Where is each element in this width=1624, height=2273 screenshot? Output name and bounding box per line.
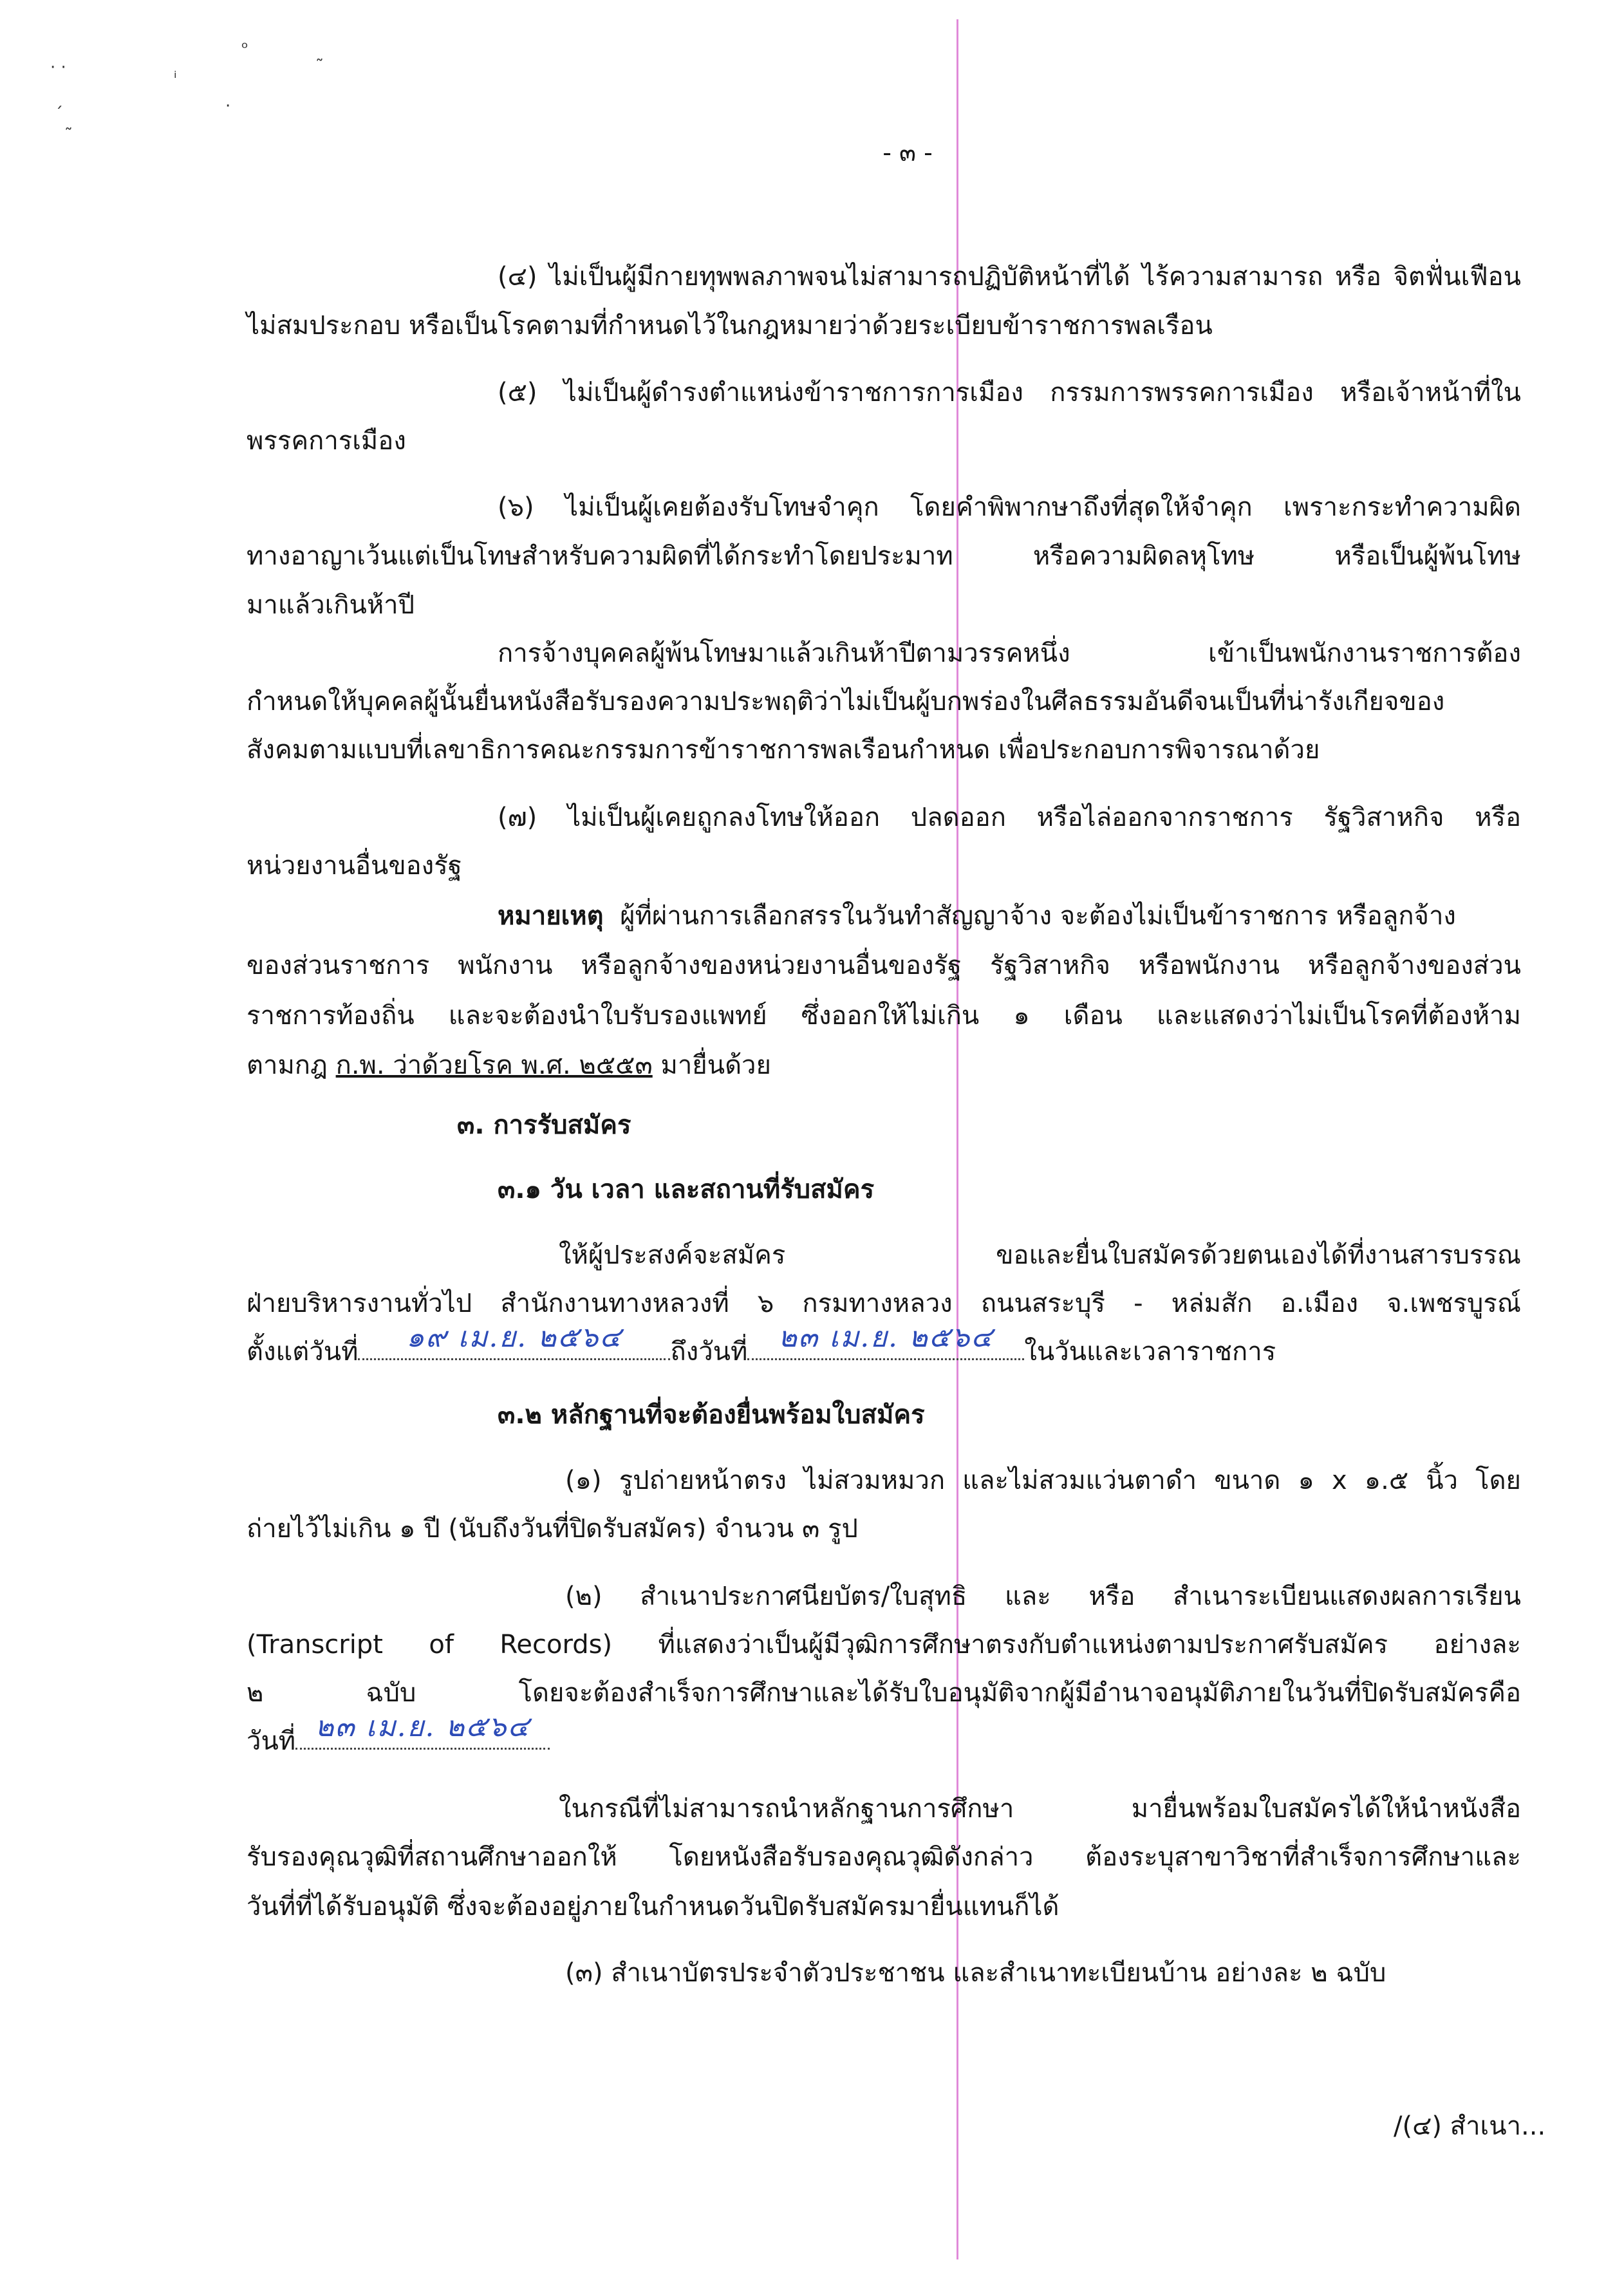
date-blank-start	[358, 1321, 670, 1360]
continuation-note: /(๔) สำเนา...	[1394, 2111, 1546, 2141]
paragraph-line: (๒) สำเนาประกาศนียบัตร/ใบสุทธิ และ หรือ สำเนาระเบียนแสดงผลการเรียน	[565, 1582, 1521, 1611]
date-range-line	[247, 1321, 1521, 1371]
paragraph-line: วันที่ที่ได้รับอนุมัติ ซึ่งจะต้องอยู่ภายในกำหนดวันปิดรับสมัครมายื่นแทนก็ได้	[247, 1892, 1059, 1922]
handwritten-date: ๒๓ เม.ย. ๒๕๖๔	[315, 1710, 530, 1743]
paragraph-line: (๕) ไม่เป็นผู้ดำรงตำแหน่งข้าราชการการเมือง กรรมการพรรคการเมือง หรือเจ้าหน้าที่ใน	[498, 378, 1521, 407]
paragraph-line: (๗) ไม่เป็นผู้เคยถูกลงโทษให้ออก ปลดออก หรือไล่ออกจากราชการ รัฐวิสาหกิจ หรือ	[498, 803, 1521, 832]
text-span: วันที่	[247, 1726, 296, 1756]
paragraph-line: หน่วยงานอื่นของรัฐ	[247, 851, 462, 881]
paragraph-line: (๓) สำเนาบัตรประจำตัวประชาชน และสำเนาทะเบียนบ้าน อย่างละ ๒ ฉบับ	[565, 1958, 1386, 1988]
paragraph-line: ในกรณีที่ไม่สามารถนำหลักฐานการศึกษา มายื่นพร้อมใบสมัครได้ให้นำหนังสือ	[559, 1794, 1521, 1824]
scan-speck: ˏ	[55, 90, 63, 109]
note-text: ผู้ที่ผ่านการเลือกสรรในวันทำสัญญาจ้าง จะต้องไม่เป็นข้าราชการ หรือลูกจ้าง	[620, 901, 1456, 931]
text-span: ในวันและเวลาราชการ	[1024, 1337, 1276, 1367]
text-span: มายื่นด้วย	[660, 1051, 771, 1080]
scan-speck: ˜	[64, 126, 73, 145]
paragraph-line: ราชการท้องถิ่น และจะต้องนำใบรับรองแพทย์ ซึ่งออกให้ไม่เกิน ๑ เดือน และแสดงว่าไม่เป็นโรคที่ต้องห้าม	[247, 1001, 1521, 1031]
paragraph-line	[247, 1046, 1521, 1085]
section-heading: ๓.๑ วัน เวลา และสถานที่รับสมัคร	[498, 1175, 875, 1204]
text-span: ตั้งแต่วันที่	[247, 1337, 359, 1367]
paragraph-line: (๔) ไม่เป็นผู้มีกายทุพพลภาพจนไม่สามารถปฏิบัติหน้าที่ได้ ไร้ความสามารถ หรือ จิตฟั่นเฟือน	[498, 262, 1521, 292]
paragraph-line: รับรองคุณวุฒิที่สถานศึกษาออกให้ โดยหนังสือรับรองคุณวุฒิดังกล่าว ต้องระบุสาขาวิชาที่สำเร็จการศึกษาและ	[247, 1842, 1521, 1872]
paragraph-line: มาแล้วเกินห้าปี	[247, 590, 415, 620]
date-blank	[295, 1710, 550, 1750]
paragraph-line: (๖) ไม่เป็นผู้เคยต้องรับโทษจำคุก โดยคำพิพากษาถึงที่สุดให้จำคุก เพราะกระทำความผิด	[498, 492, 1521, 522]
handwritten-date: ๑๙ เม.ย. ๒๕๖๔	[406, 1321, 622, 1354]
paragraph-line: กำหนดให้บุคคลผู้นั้นยื่นหนังสือรับรองความประพฤติว่าไม่เป็นผู้บกพร่องในศีลธรรมอันดีจนเป็นที่น่ารังเกียจของ	[247, 687, 1445, 716]
paragraph-line: สังคมตามแบบที่เลขาธิการคณะกรรมการข้าราชการพลเรือนกำหนด เพื่อประกอบการพิจารณาด้วย	[247, 735, 1320, 765]
date-line	[247, 1710, 1521, 1761]
scan-speck: ˜	[315, 57, 324, 76]
paragraph-line: ถ่ายไว้ไม่เกิน ๑ ปี (นับถึงวันที่ปิดรับสมัคร) จำนวน ๓ รูป	[247, 1514, 858, 1544]
date-blank-end	[747, 1321, 1024, 1360]
note-line	[498, 897, 1521, 935]
note-label: หมายเหตุ	[498, 901, 604, 931]
section-heading: ๓. การรับสมัคร	[457, 1110, 631, 1140]
scan-speck: ·	[225, 97, 231, 116]
scan-speck: ᵢ	[174, 63, 177, 82]
paragraph-line: (Transcript of Records) ที่แสดงว่าเป็นผู้มีวุฒิการศึกษาตรงกับตำแหน่งตามประกาศรับสมัคร อย่างละ	[247, 1630, 1521, 1660]
paragraph-line: ไม่สมประกอบ หรือเป็นโรคตามที่กำหนดไว้ในกฎหมายว่าด้วยระเบียบข้าราชการพลเรือน	[247, 311, 1213, 341]
paragraph-line: (๑) รูปถ่ายหน้าตรง ไม่สวมหมวก และไม่สวมแว่นตาดำ ขนาด ๑ x ๑.๕ นิ้ว โดย	[565, 1466, 1521, 1495]
handwritten-date: ๒๓ เม.ย. ๒๕๖๔	[778, 1321, 994, 1354]
paragraph-line: การจ้างบุคคลผู้พ้นโทษมาแล้วเกินห้าปีตามวรรคหนึ่ง เข้าเป็นพนักงานราชการต้อง	[498, 639, 1521, 668]
paragraph-line: ๒ ฉบับ โดยจะต้องสำเร็จการศึกษาและได้รับใบอนุมัติจากผู้มีอำนาจอนุมัติภายในวันที่ปิดรับสมัครคือ	[247, 1678, 1521, 1708]
page-number: - ๓ -	[882, 138, 933, 167]
paragraph-line: ฝ่ายบริหารงานทั่วไป สำนักงานทางหลวงที่ ๖ กรมทางหลวง ถนนสระบุรี - หล่มสัก อ.เมือง จ.เพชรบูรณ์	[247, 1289, 1521, 1318]
paragraph-line: ของส่วนราชการ พนักงาน หรือลูกจ้างของหน่วยงานอื่นของรัฐ รัฐวิสาหกิจ หรือพนักงาน หรือลูกจ้างของส่วน	[247, 951, 1521, 980]
scan-speck: ᵒ	[241, 39, 248, 58]
paragraph-line: ให้ผู้ประสงค์จะสมัคร ขอและยื่นใบสมัครด้วยตนเองได้ที่งานสารบรรณ	[559, 1240, 1521, 1270]
scan-speck: · ·	[50, 58, 66, 77]
text-span: ตามกฎ	[247, 1051, 328, 1080]
text-span: ถึงวันที่	[670, 1337, 748, 1367]
paragraph-line: พรรคการเมือง	[247, 426, 406, 456]
section-heading: ๓.๒ หลักฐานที่จะต้องยื่นพร้อมใบสมัคร	[498, 1400, 925, 1430]
paragraph-line: ทางอาญาเว้นแต่เป็นโทษสำหรับความผิดที่ได้กระทำโดยประมาท หรือความผิดลหุโทษ หรือเป็นผู้พ้นโทษ	[247, 541, 1521, 571]
regulation-reference: ก.พ. ว่าด้วยโรค พ.ศ. ๒๕๕๓	[335, 1051, 653, 1080]
